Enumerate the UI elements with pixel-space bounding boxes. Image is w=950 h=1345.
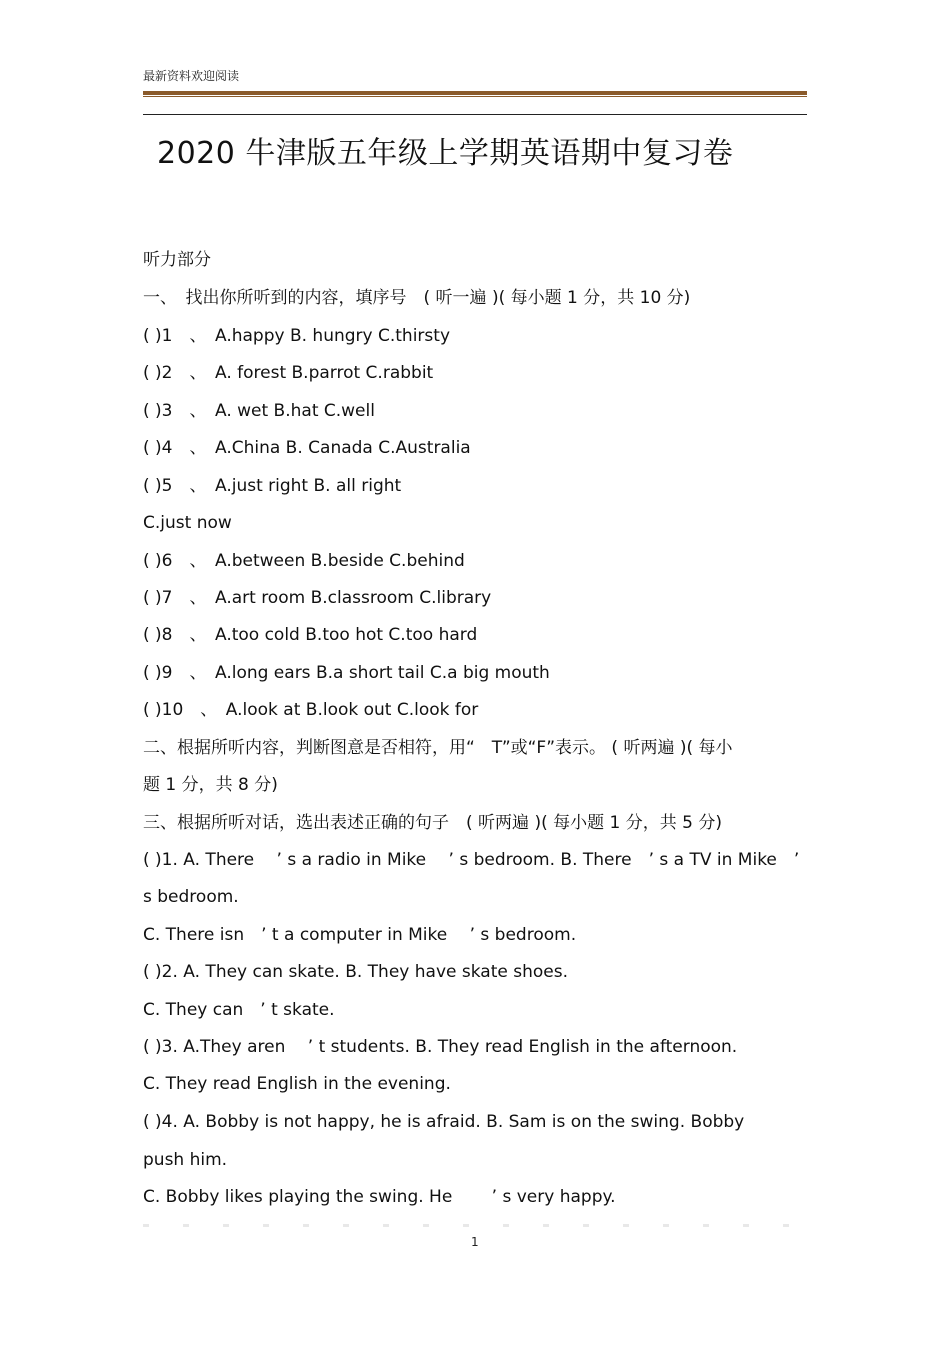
header-rule-dark bbox=[143, 114, 807, 115]
section-instruction-3: 三、根据所听对话，选出表述正确的句子 ( 听两遍 )( 每小题 1 分，共 5 分) bbox=[143, 813, 722, 833]
question-line: ( )3. A.They aren ’ t students. B. They read English in the afternoon. bbox=[143, 1037, 738, 1057]
question-line-continued: s bedroom. bbox=[143, 887, 239, 907]
question-line-continued: C. They read English in the evening. bbox=[143, 1074, 451, 1094]
section-instruction-2: 二、根据所听内容，判断图意是否相符，用“ T”或“F”表示。 ( 听两遍 )( 每小 bbox=[143, 738, 733, 758]
document-title: 2020 牛津版五年级上学期英语期中复习卷 bbox=[157, 136, 734, 171]
question-line-continued: C. Bobby likes playing the swing. He ’ s very happy. bbox=[143, 1187, 616, 1207]
question-line-continued: C. They can ’ t skate. bbox=[143, 1000, 335, 1020]
question-line: ( )7 、 A.art room B.classroom C.library bbox=[143, 588, 492, 608]
header-rule-thick bbox=[143, 91, 807, 95]
question-line: ( )3 、 A. wet B.hat C.well bbox=[143, 401, 375, 421]
question-line: ( )1. A. There ’ s a radio in Mike ’ s bedroom. B. There ’ s a TV in Mike ’ bbox=[143, 850, 800, 870]
question-line-continued: C.just now bbox=[143, 513, 232, 533]
question-line: ( )6 、 A.between B.beside C.behind bbox=[143, 551, 465, 571]
question-line-continued: push him. bbox=[143, 1150, 228, 1170]
cut-off-text-row bbox=[143, 1224, 807, 1227]
question-line: ( )2 、 A. forest B.parrot C.rabbit bbox=[143, 363, 434, 383]
question-line: ( )1 、 A.happy B. hungry C.thirsty bbox=[143, 326, 451, 346]
header-text: 最新资料欢迎阅读 bbox=[143, 69, 240, 83]
section-heading-listening: 听力部分 bbox=[143, 250, 211, 270]
page-number: 1 bbox=[471, 1235, 479, 1249]
section-instruction-1: 一、 找出你所听到的内容，填序号 ( 听一遍 )( 每小题 1 分，共 10 分) bbox=[143, 288, 691, 308]
question-line: ( )10 、 A.look at B.look out C.look for bbox=[143, 700, 479, 720]
question-line: ( )5 、 A.just right B. all right bbox=[143, 476, 402, 496]
question-line: ( )8 、 A.too cold B.too hot C.too hard bbox=[143, 625, 478, 645]
header-rule-thin bbox=[143, 96, 807, 97]
question-line-continued: C. There isn ’ t a computer in Mike ’ s bedroom. bbox=[143, 925, 577, 945]
section-instruction-2-continued: 题 1 分，共 8 分) bbox=[143, 775, 278, 795]
question-line: ( )9 、 A.long ears B.a short tail C.a big mouth bbox=[143, 663, 550, 683]
question-line: ( )4. A. Bobby is not happy, he is afraid. B. Sam is on the swing. Bobby bbox=[143, 1112, 745, 1132]
question-line: ( )4 、 A.China B. Canada C.Australia bbox=[143, 438, 471, 458]
question-line: ( )2. A. They can skate. B. They have skate shoes. bbox=[143, 962, 568, 982]
